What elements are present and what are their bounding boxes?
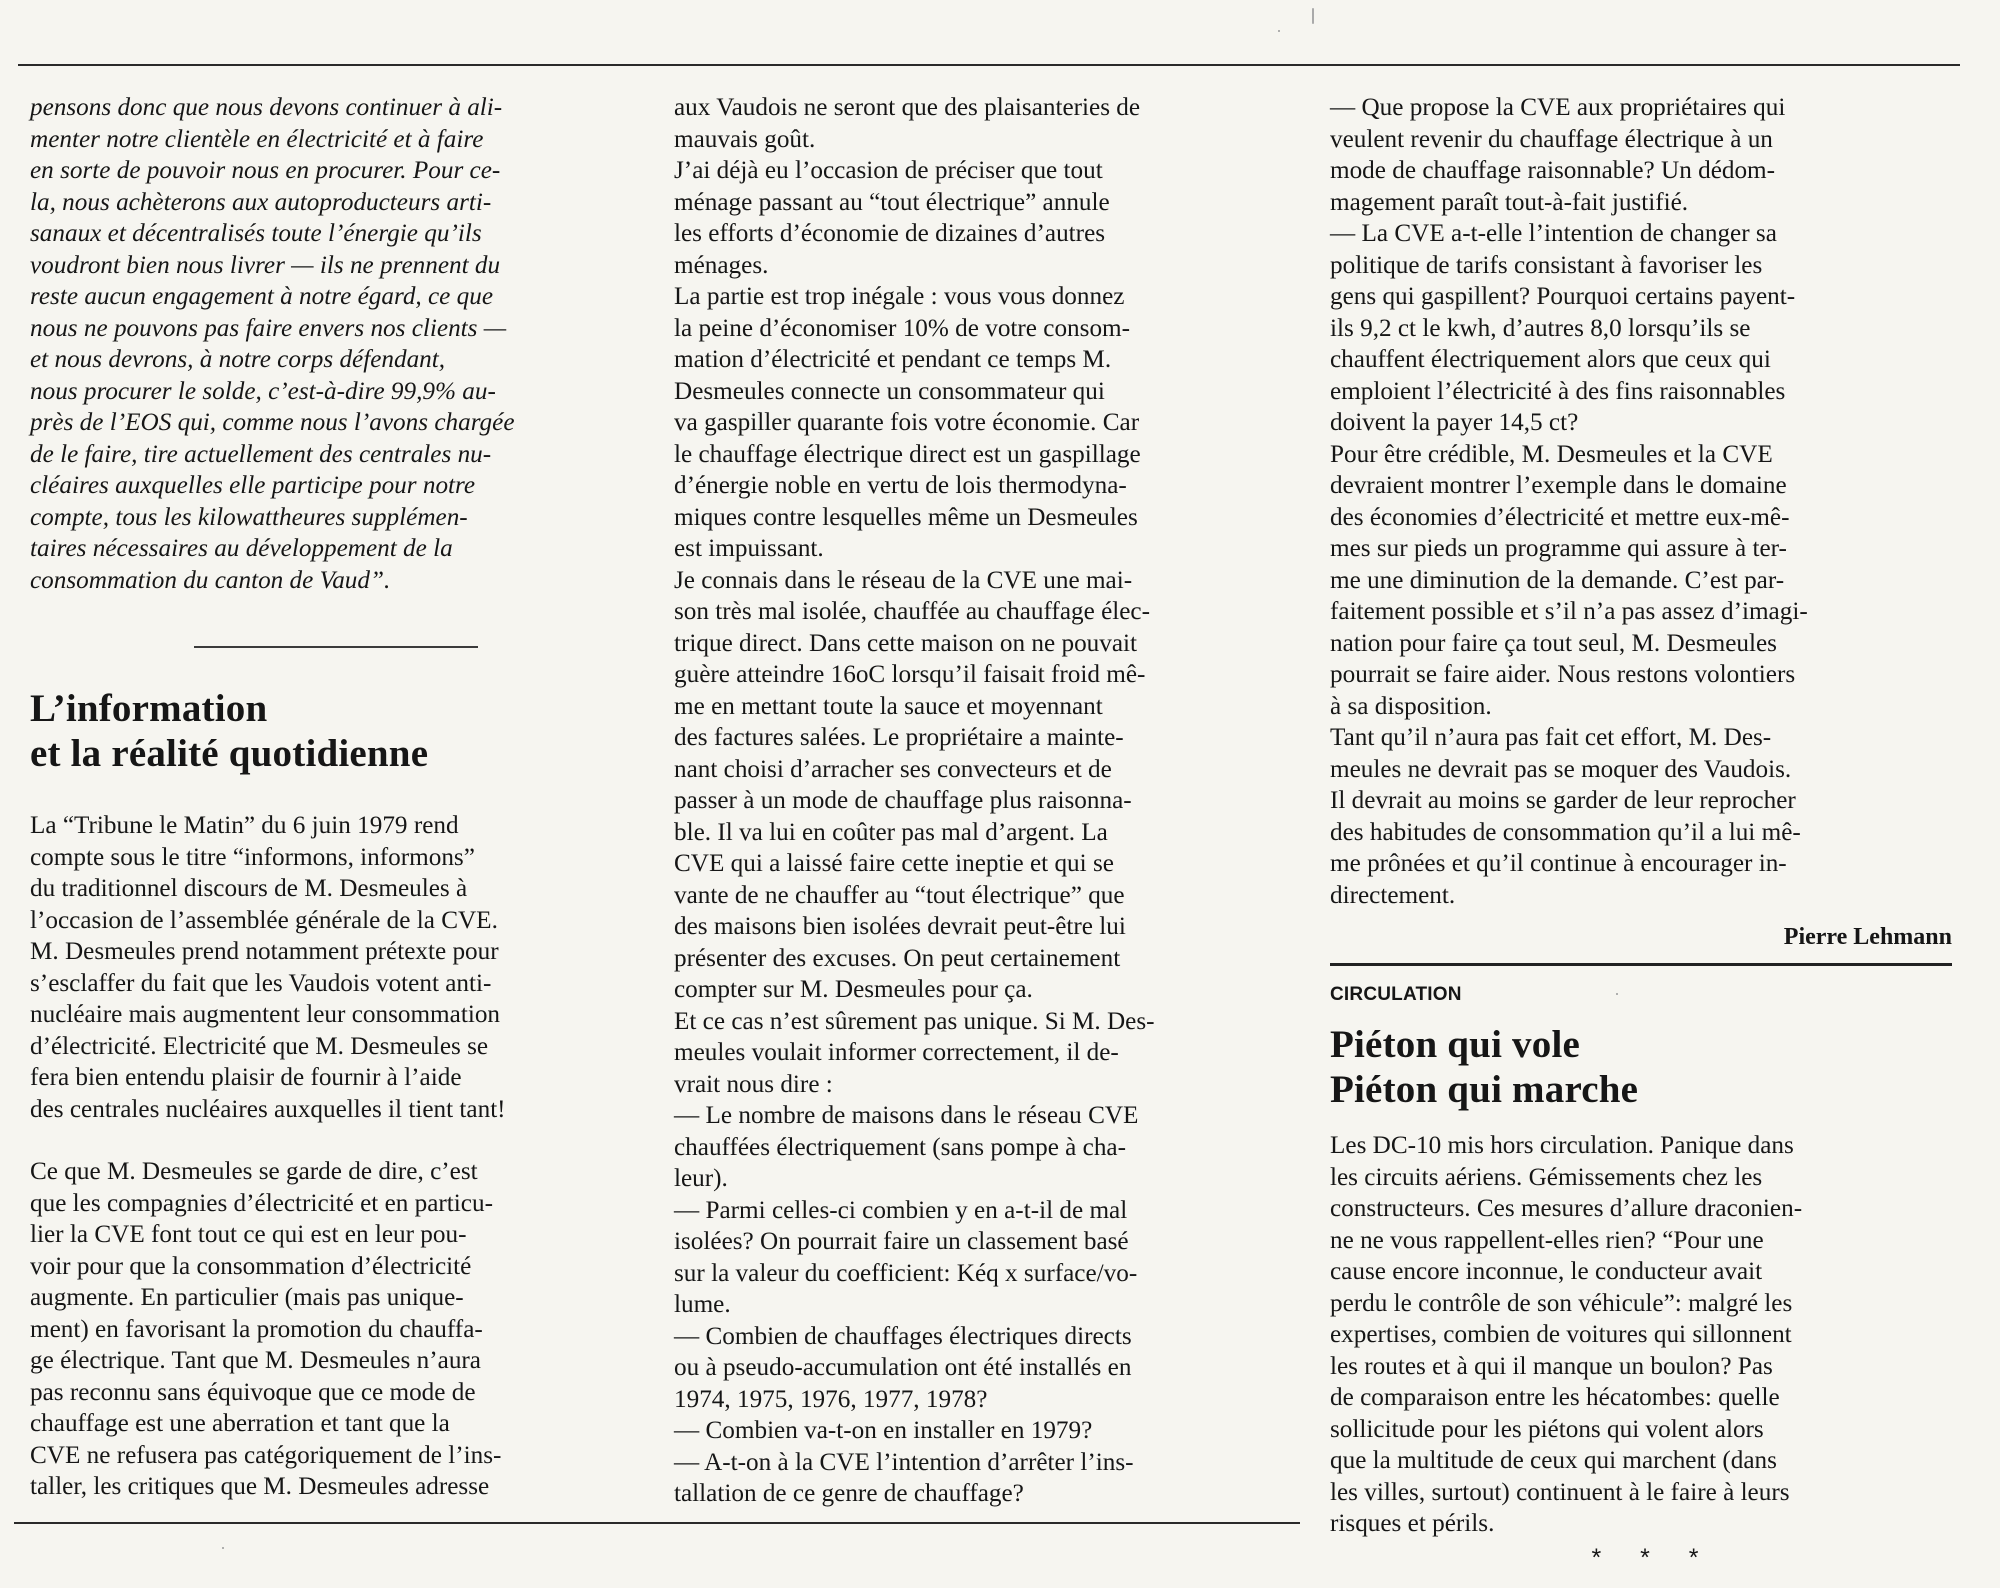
paragraph-gap [30,1125,640,1156]
text-line: le chauffage électrique direct est un gaspillage [674,440,1141,468]
text-line: nation pour faire ça tout seul, M. Desmeules [1330,629,1777,657]
text-line: gens qui gaspillent? Pourquoi certains payent- [1330,283,1796,310]
text-line: veulent revenir du chauffage électrique à un [1330,125,1773,153]
article-body [1330,1130,1952,1540]
text-line: compte, tous les kilowattheures supplémen- [30,503,468,531]
text-line: me en mettant toute la sauce et moyennant [674,692,1103,720]
text-line: que la multitude de ceux qui marchent (dans [1330,1447,1777,1474]
top-rule [18,64,1960,66]
text-line: mode de chauffage raisonnable? Un dédom- [1330,157,1776,184]
text-line: présenter des excuses. On peut certainement [674,944,1121,972]
text-line: mauvais goût. [674,125,816,153]
text-line: cause encore inconnue, le conducteur avait [1330,1258,1763,1285]
text-line: lier la CVE font tout ce qui est en leur pou- [30,1221,467,1248]
text-line: Les DC-10 mis hors circulation. Panique dans [1330,1132,1794,1159]
text-line: pas reconnu sans équivoque que ce mode de [30,1378,476,1406]
scan-speck [1312,8,1314,24]
section-rule [1330,963,1952,966]
text-line: près de l’EOS qui, comme nous l’avons chargée [30,409,515,436]
text-line: Pour être crédible, M. Desmeules et la CVE [1330,440,1773,468]
text-line: est impuissant. [674,535,824,562]
text-line: nucléaire mais augmentent leur consommation [30,1001,501,1028]
text-line: devraient montrer l’exemple dans le domaine [1330,472,1787,499]
text-line: des factures salées. Le propriétaire a mainte- [674,724,1124,751]
text-line: taller, les critiques que M. Desmeules adresse [30,1473,490,1500]
text-line: vante de ne chauffer au “tout électrique” que [674,881,1125,909]
text-line: Et ce cas n’est sûrement pas unique. Si M. Des- [674,1007,1155,1035]
text-line: Je connais dans le réseau de la CVE une mai- [674,566,1133,594]
text-line: ne ne vous rappellent-elles rien? “Pour une [1330,1226,1764,1254]
column-3 [1330,92,1952,1571]
text-line: voir pour que la consommation d’électricité [30,1252,472,1280]
text-line: La partie est trop inégale : vous vous donnez [674,283,1125,310]
author-signature: Pierre Lehmann [1783,924,1952,950]
text-line: en sorte de pouvoir nous en procurer. Pour ce- [30,157,501,184]
text-line: chauffées électriquement (sans pompe à cha- [674,1133,1126,1161]
text-line: ils 9,2 ct le kwh, d’autres 8,0 lorsqu’ils se [1330,314,1751,342]
headline-line-2: Piéton qui marche [1330,1068,1639,1111]
article-headline [1330,1022,1952,1112]
text-line: nous ne pouvons pas faire envers nos clients — [30,314,507,342]
text-line: fera bien entendu plaisir de fournir à l’aide [30,1064,462,1091]
text-line: nous procurer le solde, c’est-à-dire 99,9% au- [30,377,496,405]
text-line: meules ne devrait pas se moquer des Vaudois. [1330,755,1792,783]
text-line: tallation de ce genre de chauffage? [674,1480,1024,1507]
text-line: M. Desmeules prend notamment prétexte pour [30,938,499,965]
text-line: reste aucun engagement à notre égard, ce que [30,283,494,310]
text-line: isolées? On pourrait faire un classement basé [674,1228,1129,1255]
section-kicker: CIRCULATION [1330,984,1462,1005]
text-line: consommation du canton de Vaud”. [30,566,391,594]
text-line: du traditionnel discours de M. Desmeules à [30,875,468,902]
article-paragraph-2 [30,1156,640,1503]
text-line: me une diminution de la demande. C’est par- [1330,566,1785,594]
text-line: 1974, 1975, 1976, 1977, 1978? [674,1385,988,1413]
text-line: — Le nombre de maisons dans le réseau CVE [674,1102,1139,1129]
text-line: d’énergie noble en vertu de lois thermodyna- [674,472,1127,499]
text-line: va gaspiller quarante fois votre économie. Car [674,409,1140,436]
text-line: — La CVE a-t-elle l’intention de changer sa [1330,220,1777,247]
text-line: meules voulait informer correctement, il de- [674,1039,1119,1066]
text-line: me prônées et qu’il continue à encourager in- [1330,850,1787,877]
article-headline [30,686,640,776]
text-line: trique direct. Dans cette maison on ne pouvait [674,629,1138,657]
text-line: — Combien de chauffages électriques directs [674,1322,1132,1350]
text-line: pourrait se faire aider. Nous restons volontiers [1330,661,1796,688]
end-mark: * * * [1591,1543,1715,1572]
text-line: mes sur pieds un programme qui assure à ter- [1330,535,1787,562]
text-line: lume. [674,1291,731,1318]
text-line: cléaires auxquelles elle participe pour notre [30,472,476,499]
text-line: — Que propose la CVE aux propriétaires qui [1330,94,1786,121]
text-line: mation d’électricité et pendant ce temps M. [674,346,1112,373]
text-line: compter sur M. Desmeules pour ça. [674,976,1033,1003]
text-line: ge électrique. Tant que M. Desmeules n’aura [30,1347,481,1374]
text-line: aux Vaudois ne seront que des plaisanteries de [674,94,1141,121]
text-line: son très mal isolée, chauffée au chauffage élec- [674,598,1150,625]
text-line: et nous devrons, à notre corps défendant, [30,346,446,373]
text-line: ment) en favorisant la promotion du chauffa- [30,1315,483,1343]
text-line: sanaux et décentralisés toute l’énergie qu’ils [30,220,482,247]
text-line: la peine d’économiser 10% de votre consom- [674,314,1131,342]
text-line: ble. Il va lui en coûter pas mal d’argent. La [674,818,1108,846]
text-line: directement. [1330,881,1456,909]
text-line: Tant qu’il n’aura pas fait cet effort, M. Des- [1330,724,1772,751]
text-line: chauffent électriquement alors que ceux qui [1330,346,1771,373]
text-line: chauffage est une aberration et tant que la [30,1410,450,1437]
text-line: des économies d’électricité et mettre eux-mê- [1330,503,1790,531]
section-separator [194,646,478,648]
text-line: taires nécessaires au développement de la [30,535,453,562]
headline-line-1: Piéton qui vole [1330,1023,1581,1066]
text-line: les villes, surtout) continuent à le faire à leurs [1330,1478,1790,1506]
text-line: sollicitude pour les piétons qui volent alors [1330,1415,1764,1443]
text-line: compte sous le titre “informons, informons” [30,843,475,871]
text-line: des centrales nucléaires auxquelles il tient tant! [30,1095,506,1123]
text-line: ou à pseudo-accumulation ont été installés en [674,1354,1132,1381]
text-line: Ce que M. Desmeules se garde de dire, c’est [30,1158,478,1185]
text-line: les routes et à qui il manque un boulon? Pas [1330,1352,1773,1380]
text-line: nant choisi d’arracher ses convecteurs et de [674,755,1112,783]
text-line: vrait nous dire : [674,1070,833,1098]
text-line: pensons donc que nous devons continuer à ali- [30,94,503,121]
scan-speck [222,1547,224,1549]
text-line: d’électricité. Electricité que M. Desmeules se [30,1032,489,1060]
text-line: La “Tribune le Matin” du 6 juin 1979 rend [30,812,459,839]
text-line: guère atteindre 16oC lorsqu’il faisait froid mê- [674,661,1146,688]
text-line: ménage passant au “tout électrique” annule [674,188,1110,216]
text-line: passer à un mode de chauffage plus raisonna- [674,787,1132,814]
text-line: emploient l’électricité à des fins raisonnables [1330,377,1786,405]
text-line: Desmeules connecte un consommateur qui [674,377,1105,405]
text-line: augmente. En particulier (mais pas unique- [30,1284,464,1311]
text-line: CVE qui a laissé faire cette ineptie et qui se [674,850,1114,877]
text-line: risques et périls. [1330,1510,1495,1537]
headline-line-1: L’information [30,687,268,730]
text-line: les circuits aériens. Gémissements chez les [1330,1163,1763,1191]
text-line: sur la valeur du coefficient: Kéq x surface/vo- [674,1259,1138,1287]
text-line: leur). [674,1165,728,1192]
text-line: — Combien va-t-on en installer en 1979? [674,1417,1093,1444]
text-line: doivent la payer 14,5 ct? [1330,409,1579,436]
headline-line-2: et la réalité quotidienne [30,732,429,775]
text-line: que les compagnies d’électricité et en particu- [30,1189,493,1217]
text-line: des maisons bien isolées devrait peut-être lui [674,913,1126,940]
text-line: la, nous achèterons aux autoproducteurs arti- [30,188,492,216]
text-line: voudront bien nous livrer — ils ne prennent du [30,251,501,279]
text-line: faitement possible et s’il n’a pas assez d’imagi- [1330,598,1808,625]
text-line: politique de tarifs consistant à favoriser les [1330,251,1763,279]
quoted-statement [30,92,640,596]
text-line: — A-t-on à la CVE l’intention d’arrêter l’ins- [674,1448,1134,1476]
bottom-rule [14,1522,1300,1524]
text-line: les efforts d’économie de dizaines d’autres [674,220,1106,247]
article-paragraph-1 [30,810,640,1125]
text-line: des habitudes de consommation qu’il a lui mê- [1330,818,1801,846]
column-2 [674,92,1294,1510]
text-line: constructeurs. Ces mesures d’allure draconien- [1330,1195,1803,1222]
text-line: menter notre clientèle en électricité et à faire [30,125,484,153]
text-line: magement paraît tout-à-fait justifié. [1330,188,1689,216]
text-line: J’ai déjà eu l’occasion de préciser que tout [674,157,1103,184]
text-line: Il devrait au moins se garder de leur reprocher [1330,787,1796,814]
text-line: à sa disposition. [1330,692,1492,720]
text-line: ménages. [674,251,769,279]
text-line: de le faire, tire actuellement des centrales nu- [30,440,492,468]
column-1 [30,92,640,1503]
text-line: expertises, combien de voitures qui sillonnent [1330,1321,1792,1348]
scan-speck [1278,30,1280,32]
text-line: miques contre lesquelles même un Desmeules [674,503,1138,531]
text-line: s’esclaffer du fait que les Vaudois votent anti- [30,969,492,997]
text-line: de comparaison entre les hécatombes: quelle [1330,1384,1780,1411]
text-line: — Parmi celles-ci combien y en a-t-il de mal [674,1196,1128,1224]
text-line: CVE ne refusera pas catégoriquement de l’ins- [30,1441,502,1469]
text-line: perdu le contrôle de son véhicule”: malgré les [1330,1289,1793,1317]
text-line: l’occasion de l’assemblée générale de la CVE. [30,906,498,934]
